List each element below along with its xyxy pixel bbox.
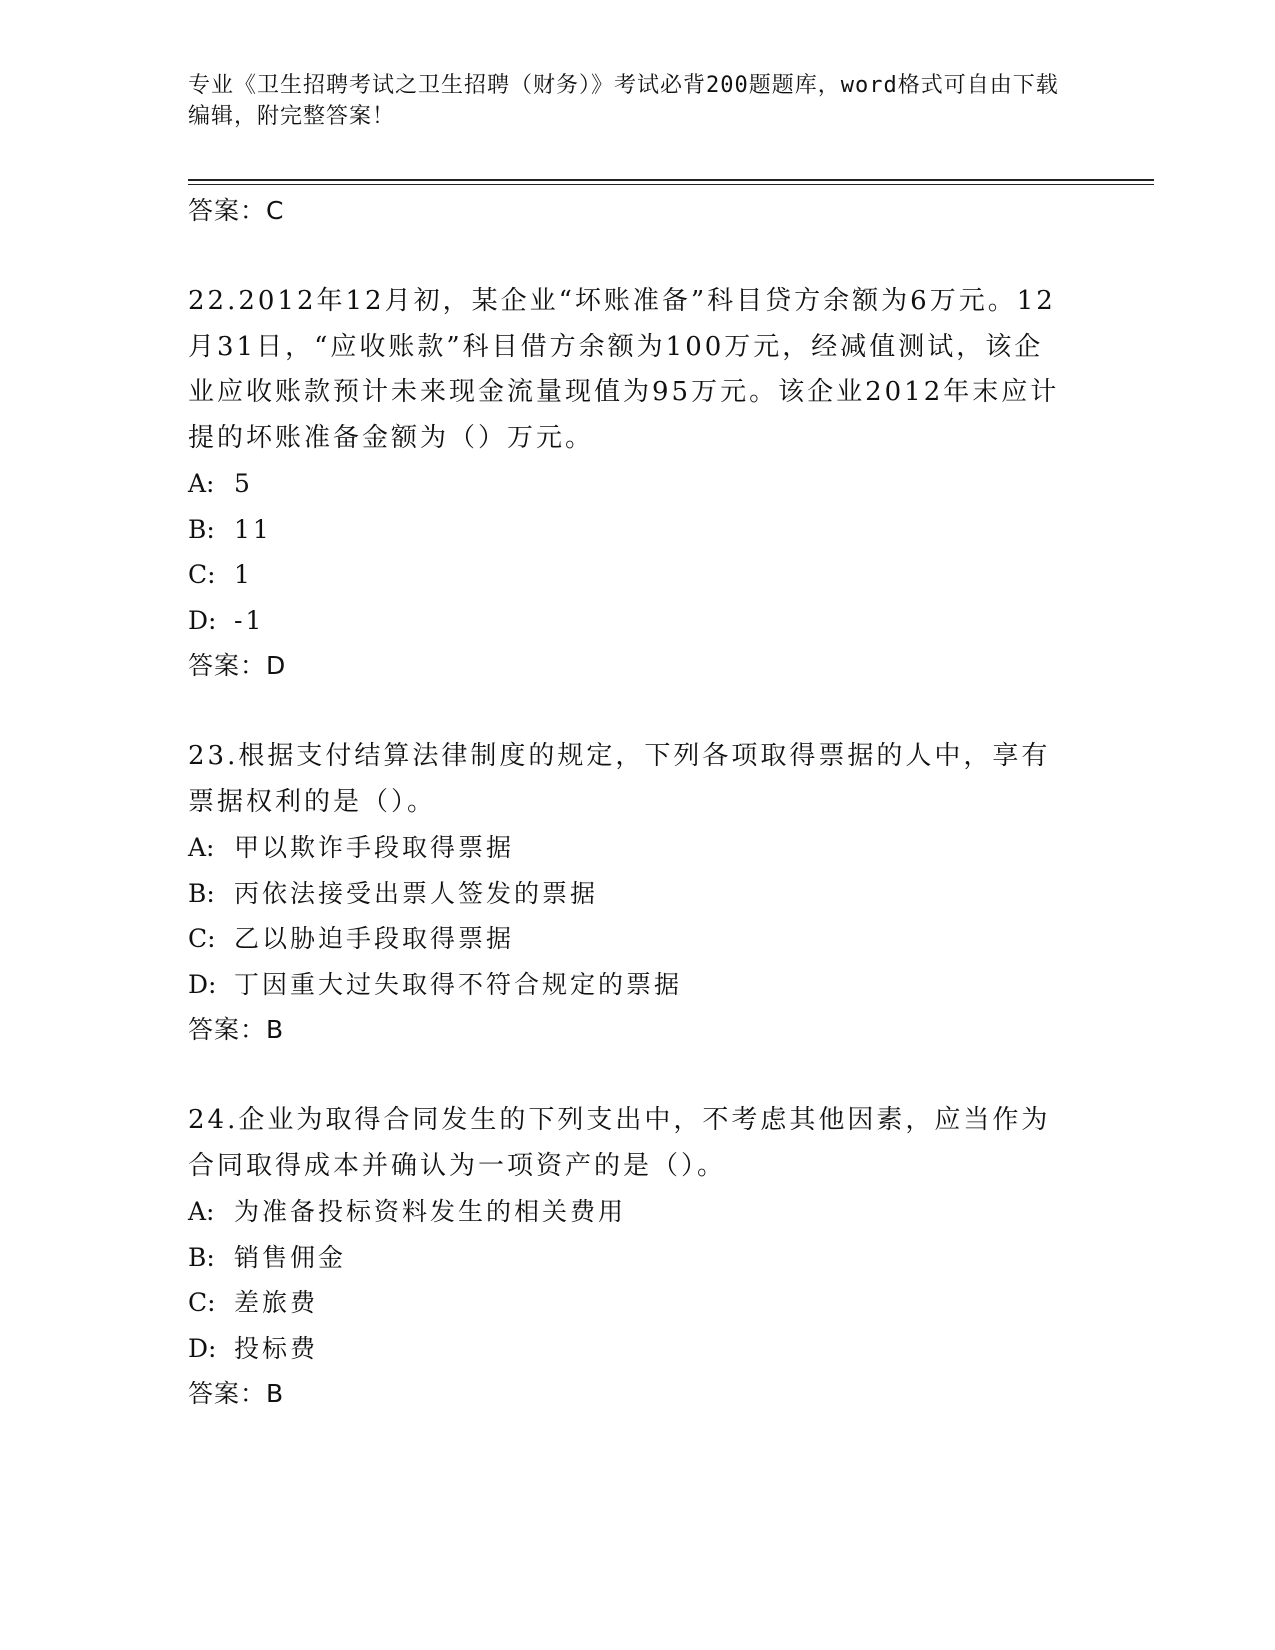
option-text: 5 [234,469,253,498]
option-d [188,1326,1068,1372]
option-key: C: [188,560,216,589]
option-text: 甲以欺诈手段取得票据 [234,833,515,862]
answer-line: 答案：D [188,651,287,680]
question-22 [188,279,1068,688]
option-text: 销售佣金 [234,1242,347,1272]
option-key: C: [188,924,216,953]
previous-answer: 答案：C [188,196,285,225]
option-text: 乙以胁迫手段取得票据 [234,924,515,953]
option-key: B: [188,1242,215,1272]
option-text: -1 [234,605,265,635]
option-a [188,461,1068,507]
option-text: 丁因重大过失取得不符合规定的票据 [234,969,683,999]
option-key: A: [188,469,215,498]
option-key: A: [188,1197,215,1226]
option-text: 丙依法接受出票人签发的票据 [234,878,599,908]
option-key: C: [188,1288,216,1317]
option-text: 11 [234,514,272,544]
header-rule-thick [188,179,1154,181]
question-stem: 22.2012年12月初，某企业“坏账准备”科目贷方余额为6万元。12月31日，“应收账款”科目借方余额为100万元，经减值测试，该企业应收账款预计未来现金流量现值为95万元。该企业2012年末应计提的坏账准备金额为（）万元。 [188,286,1060,453]
option-b [188,507,1068,553]
option-key: B: [188,878,215,908]
option-text: 1 [234,560,253,589]
option-key: A: [188,833,215,862]
option-text: 为准备投标资料发生的相关费用 [234,1197,627,1226]
option-a [188,1189,1068,1235]
option-c [188,1280,1068,1326]
question-24 [188,1098,1068,1416]
option-text: 投标费 [234,1333,319,1363]
answer-line: 答案：B [188,1015,285,1044]
question-stem: 23.根据支付结算法律制度的规定，下列各项取得票据的人中，享有票据权利的是（）。 [188,741,1051,817]
option-b [188,1235,1068,1281]
option-key: D: [188,605,217,635]
option-a [188,825,1068,871]
option-c [188,552,1068,598]
option-c [188,916,1068,962]
option-key: B: [188,514,215,544]
option-d [188,962,1068,1008]
question-list [188,188,1068,1416]
header-rule-thin [188,184,1154,185]
option-key: D: [188,969,217,999]
question-stem: 24.企业为取得合同发生的下列支出中，不考虑其他因素，应当作为合同取得成本并确认为一项资产的是（）。 [188,1105,1051,1181]
option-d [188,598,1068,644]
option-b [188,871,1068,917]
option-key: D: [188,1333,217,1363]
page-header: 专业《卫生招聘考试之卫生招聘（财务）》考试必背200题题库，word格式可自由下载编辑，附完整答案！ [188,73,1059,129]
option-text: 差旅费 [234,1288,319,1317]
question-23 [188,734,1068,1052]
answer-line: 答案：B [188,1379,285,1408]
